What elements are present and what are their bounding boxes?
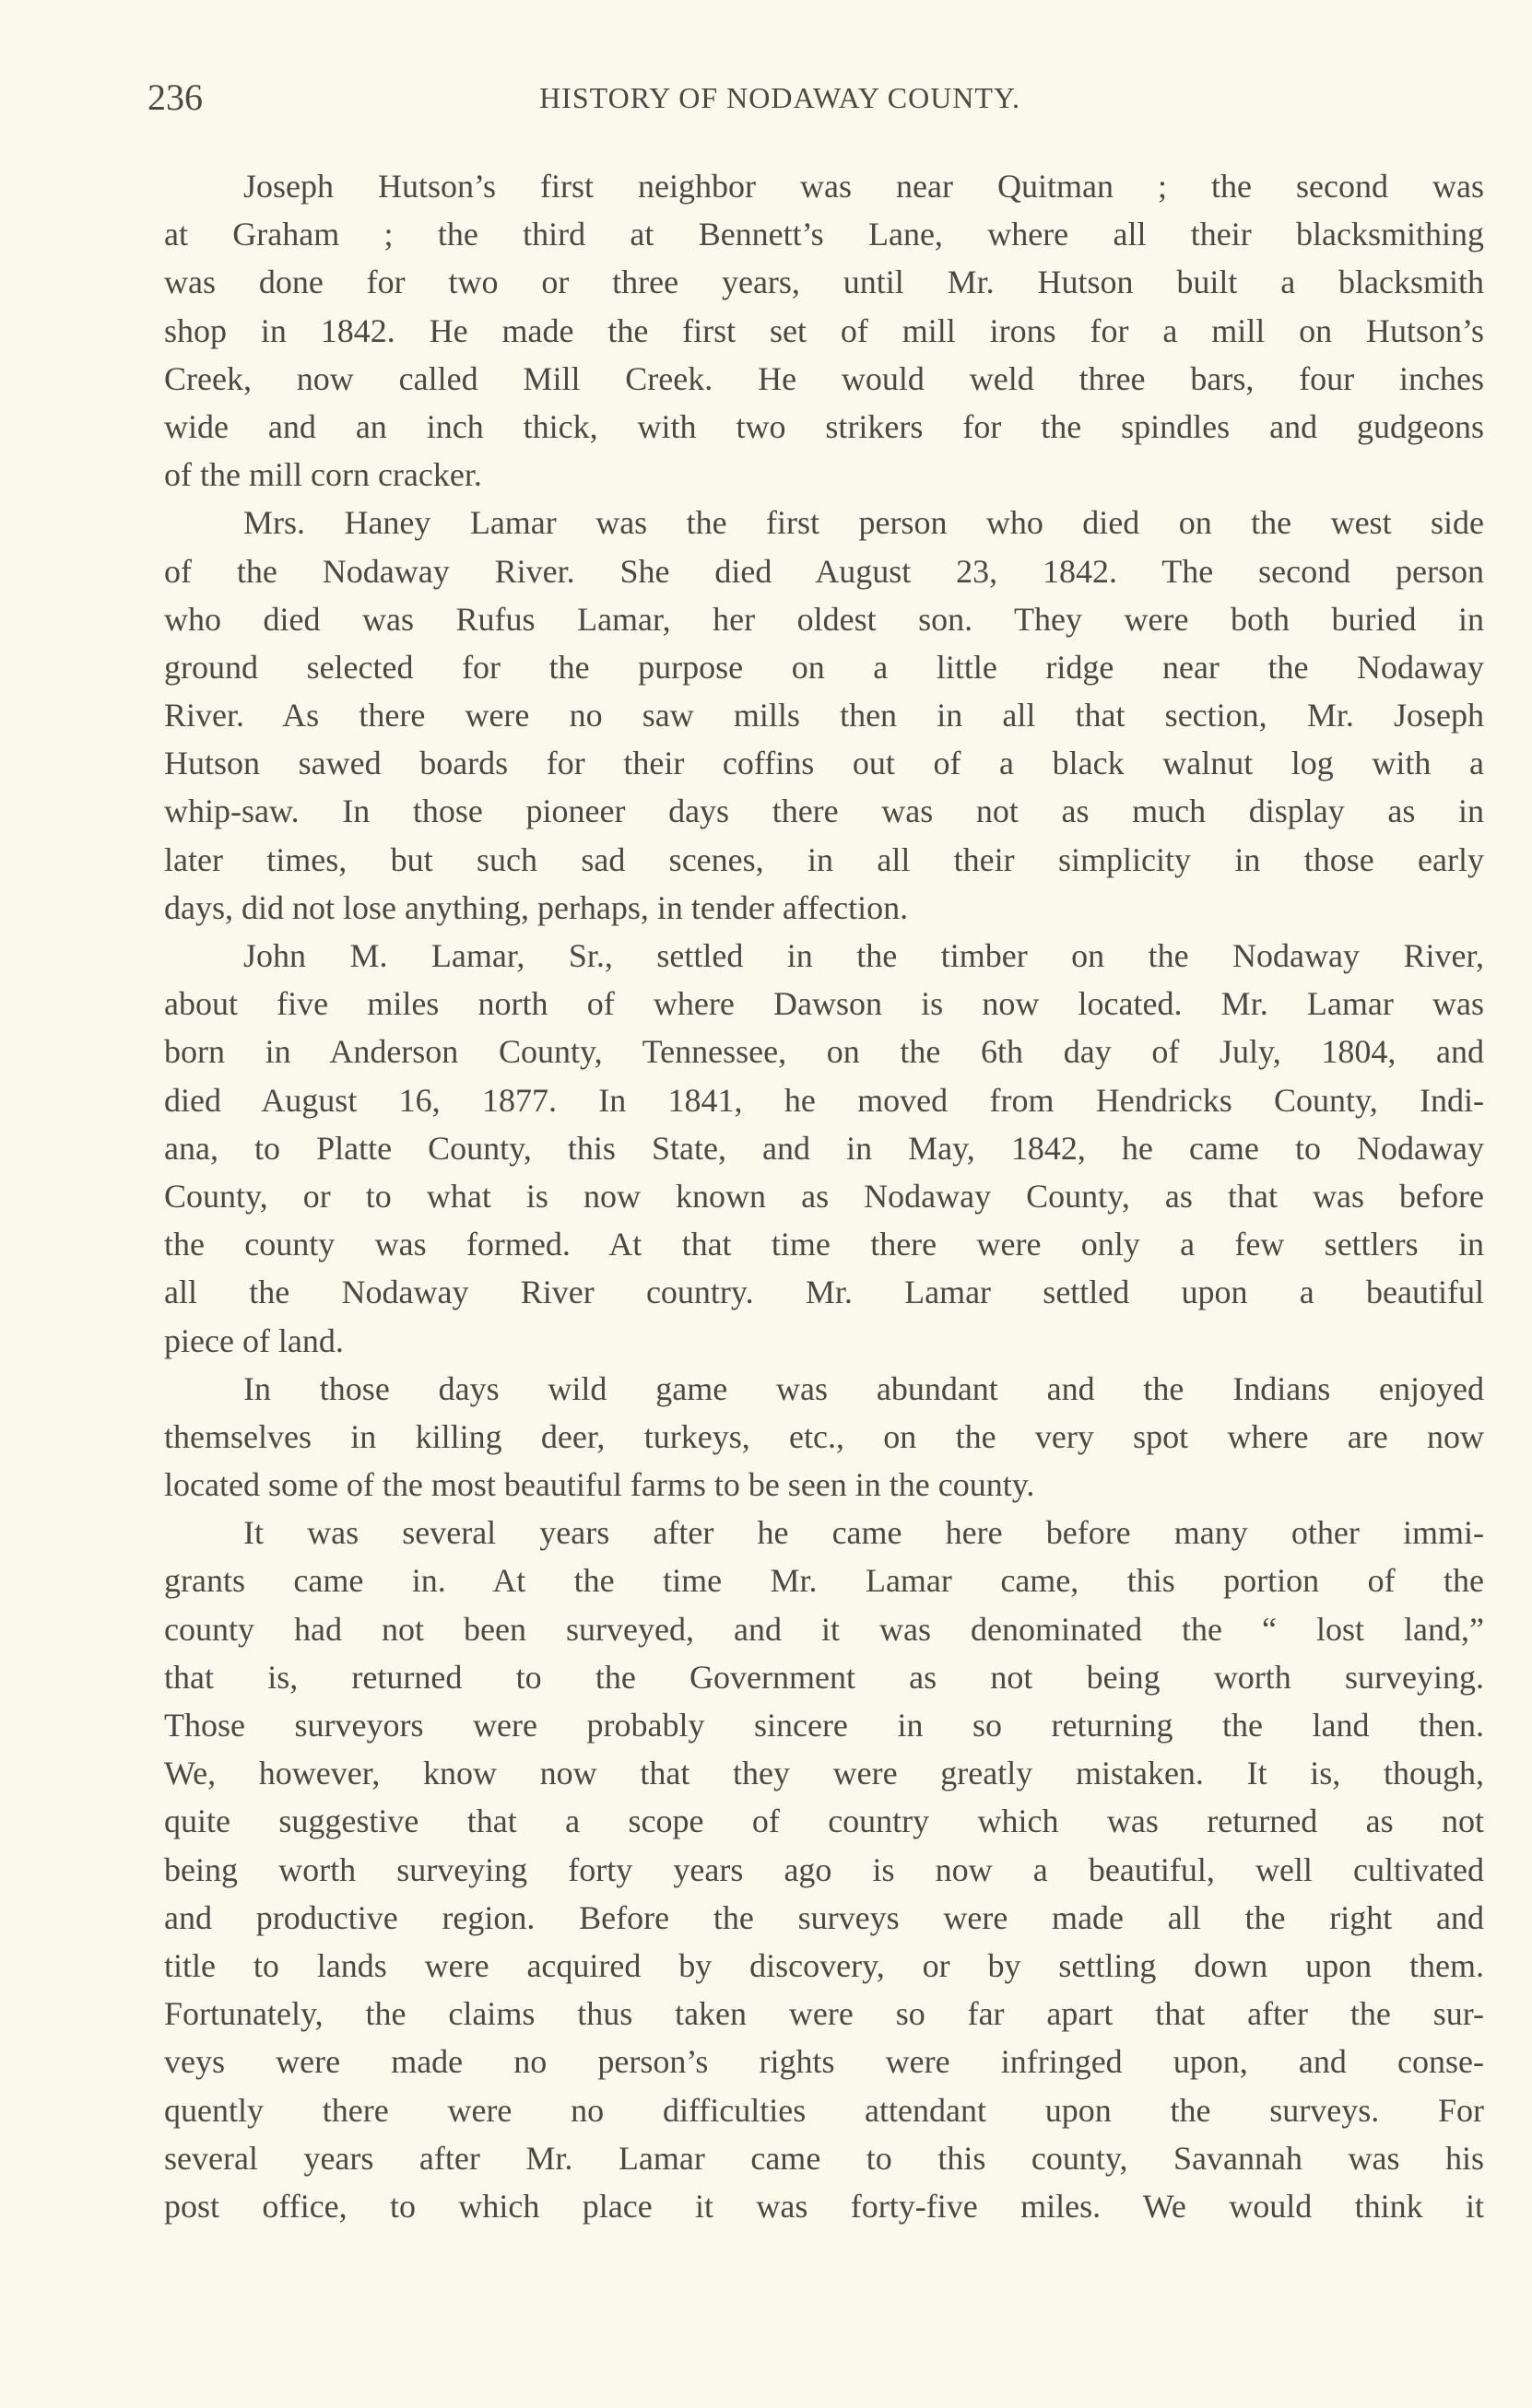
text-line: post office, to which place it was forty-five miles. We would think it <box>164 2187 1484 2225</box>
text-line: who died was Rufus Lamar, her oldest son. They were both buried in <box>164 600 1484 638</box>
text-line: of the mill corn cracker. <box>164 456 482 494</box>
text-line: that is, returned to the Government as not being worth surveying. <box>164 1658 1484 1696</box>
text-line: It was several years after he came here before many other immi- <box>243 1514 1484 1552</box>
text-line: piece of land. <box>164 1321 344 1359</box>
text-line: Mrs. Haney Lamar was the first person who died on the west side <box>243 504 1484 542</box>
body-text <box>164 162 1484 2230</box>
text-line: quite suggestive that a scope of country which was returned as not <box>164 1803 1484 1840</box>
text-line: was done for two or three years, until Mr. Hutson built a blacksmith <box>164 264 1484 301</box>
text-line: In those days wild game was abundant and the Indians enjoyed <box>243 1369 1484 1407</box>
text-line: Creek, now called Mill Creek. He would weld three bars, four inches <box>164 359 1484 397</box>
text-line: We, however, know now that they were greatly mistaken. It is, though, <box>164 1755 1484 1792</box>
text-line: being worth surveying forty years ago is now a beautiful, well cultivated <box>164 1850 1484 1888</box>
text-line: Fortunately, the claims thus taken were so far apart that after the sur- <box>164 1995 1484 2033</box>
text-line: ana, to Platte County, this State, and in May, 1842, he came to Nodaway <box>164 1129 1484 1167</box>
text-line: of the Nodaway River. She died August 23, 1842. The second person <box>164 552 1484 590</box>
text-line: wide and an inch thick, with two strikers for the spindles and gudgeons <box>164 407 1484 445</box>
text-line: Hutson sawed boards for their coffins out of a black walnut log with a <box>164 745 1484 782</box>
text-line: at Graham ; the third at Bennett’s Lane, where all their blacksmithing <box>164 216 1484 253</box>
text-line: veys were made no person’s rights were infringed upon, and conse- <box>164 2043 1484 2081</box>
text-line: days, did not lose anything, perhaps, in tender affection. <box>164 888 909 926</box>
text-line: the county was formed. At that time there were only a few settlers in <box>164 1226 1484 1263</box>
text-line: about five miles north of where Dawson is now located. Mr. Lamar was <box>164 985 1484 1023</box>
text-line: River. As there were no saw mills then in all that section, Mr. Joseph <box>164 697 1484 734</box>
text-line: died August 16, 1877. In 1841, he moved from Hendricks County, Indi- <box>164 1081 1484 1119</box>
text-line: shop in 1842. He made the first set of mill irons for a mill on Hutson’s <box>164 311 1484 349</box>
text-line: county had not been surveyed, and it was denominated the “ lost land,” <box>164 1610 1484 1648</box>
running-head: HISTORY OF NODAWAY COUNTY. <box>539 81 1020 114</box>
text-line: later times, but such sad scenes, in all their simplicity in those early <box>164 840 1484 878</box>
text-line: grants came in. At the time Mr. Lamar came, this portion of the <box>164 1562 1484 1600</box>
text-line: themselves in killing deer, turkeys, etc., on the very spot where are now <box>164 1417 1484 1455</box>
text-line: whip-saw. In those pioneer days there was not as much display as in <box>164 793 1484 830</box>
text-line: and productive region. Before the surveys were made all the right and <box>164 1898 1484 1936</box>
page-number: 236 <box>147 76 203 118</box>
text-line: located some of the most beautiful farms to be seen in the county. <box>164 1466 1035 1504</box>
text-line: several years after Mr. Lamar came to this county, Savannah was his <box>164 2139 1484 2177</box>
text-line: born in Anderson County, Tennessee, on the 6th day of July, 1804, and <box>164 1033 1484 1071</box>
text-line: County, or to what is now known as Nodaway County, as that was before <box>164 1177 1484 1215</box>
text-line: Those surveyors were probably sincere in so returning the land then. <box>164 1707 1484 1744</box>
text-line: title to lands were acquired by discovery, or by settling down upon them. <box>164 1946 1484 1984</box>
text-line: quently there were no difficulties attendant upon the surveys. For <box>164 2091 1484 2129</box>
text-line: all the Nodaway River country. Mr. Lamar settled upon a beautiful <box>164 1274 1484 1311</box>
text-line: John M. Lamar, Sr., settled in the timber on the Nodaway River, <box>243 937 1484 974</box>
text-line: ground selected for the purpose on a little ridge near the Nodaway <box>164 648 1484 686</box>
text-line: Joseph Hutson’s first neighbor was near Quitman ; the second was <box>243 168 1484 205</box>
